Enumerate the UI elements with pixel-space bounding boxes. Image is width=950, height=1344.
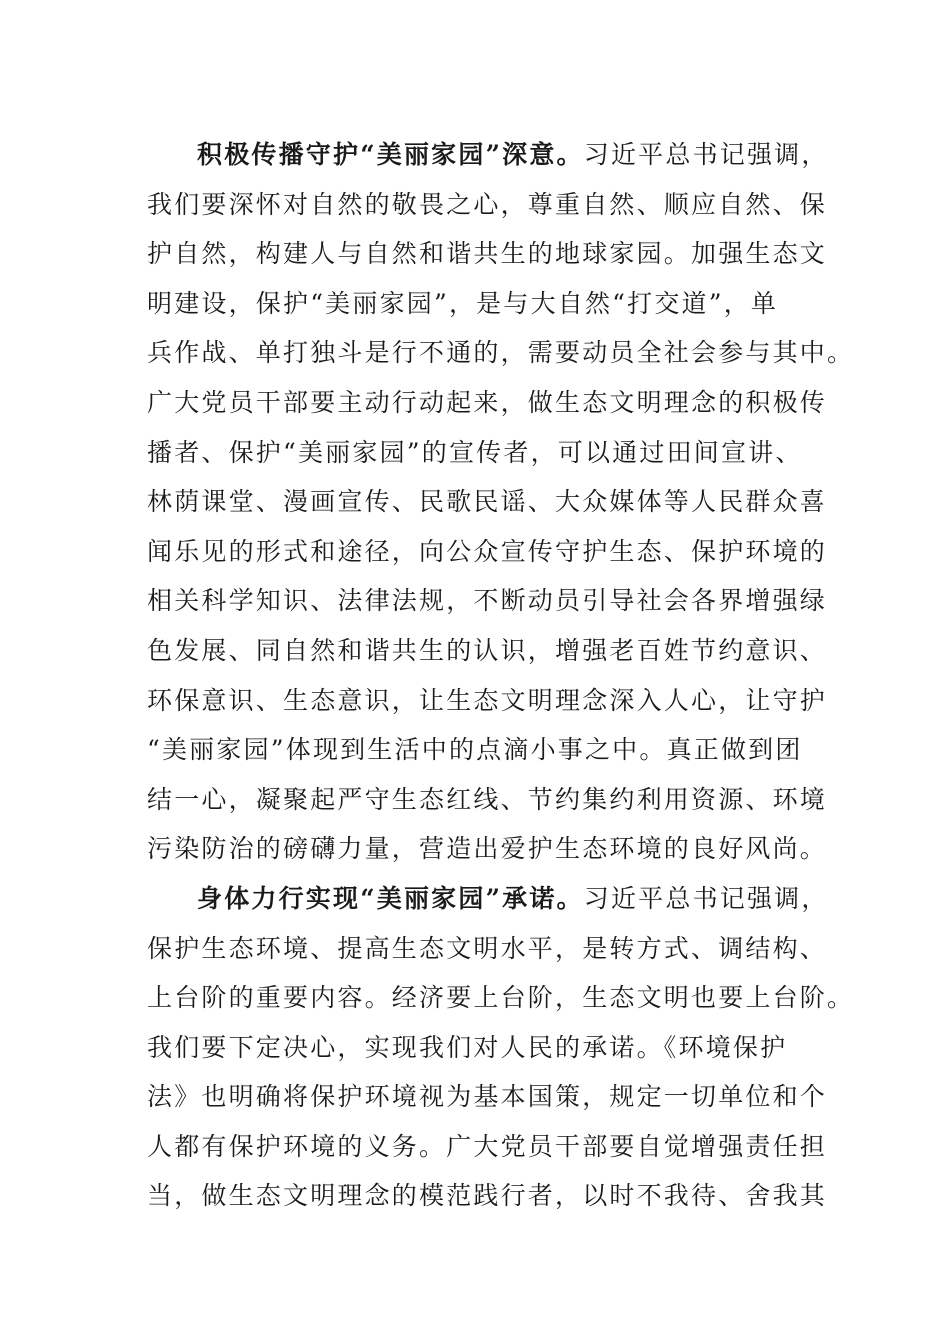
paragraph-2-first-line <box>147 874 829 924</box>
text-line: 保护生态环境、提高生态文明水平，是转方式、调结构、 <box>147 933 828 963</box>
text-line: 当，做生态文明理念的模范践行者，以时不我待、舍我其 <box>147 1181 828 1211</box>
text-line: 法》也明确将保护环境视为基本国策，规定一切单位和个 <box>147 1082 828 1112</box>
paragraph-1-first-text: 习近平总书记强调， <box>583 140 829 169</box>
paragraph-2-heading: 身体力行实现“美丽家园”承诺。 <box>197 883 584 913</box>
paragraph-1-first-line <box>147 130 829 180</box>
text-line: 环保意识、生态意识，让生态文明理念深入人心，让守护 <box>147 685 828 715</box>
text-line: 我们要下定决心，实现我们对人民的承诺。《环境保护 <box>147 1032 788 1062</box>
text-line: 污染防治的磅礴力量，营造出爱护生态环境的良好风尚。 <box>147 834 828 864</box>
article-body <box>147 130 855 1221</box>
text-line: 结一心，凝聚起严守生态红线、节约集约利用资源、环境 <box>147 784 828 814</box>
text-line: 兵作战、单打独斗是行不通的，需要动员全社会参与其中。 <box>147 338 855 368</box>
paragraph-1-heading: 积极传播守护“美丽家园”深意。 <box>197 140 584 169</box>
text-line: 播者、保护“美丽家园”的宣传者，可以通过田间宣讲、 <box>147 437 803 467</box>
text-line: 明建设，保护“美丽家园”，是与大自然“打交道”，单 <box>147 288 779 318</box>
text-line: “美丽家园”体现到生活中的点滴小事之中。真正做到团 <box>147 735 803 765</box>
text-line: 人都有保护环境的义务。广大党员干部要自觉增强责任担 <box>147 1131 828 1161</box>
paragraph-2-first-text: 习近平总书记强调， <box>583 883 829 913</box>
text-line: 我们要深怀对自然的敬畏之心，尊重自然、顺应自然、保 <box>147 189 828 219</box>
text-line: 林荫课堂、漫画宣传、民歌民谣、大众媒体等人民群众喜 <box>147 487 828 517</box>
text-line: 上台阶的重要内容。经济要上台阶，生态文明也要上台阶。 <box>147 983 855 1013</box>
text-line: 闻乐见的形式和途径，向公众宣传守护生态、保护环境的 <box>147 536 828 566</box>
text-line: 广大党员干部要主动行动起来，做生态文明理念的积极传 <box>147 387 828 417</box>
text-line: 相关科学知识、法律法规，不断动员引导社会各界增强绿 <box>147 586 828 616</box>
text-line: 色发展、同自然和谐共生的认识，增强老百姓节约意识、 <box>147 635 828 665</box>
text-line: 护自然，构建人与自然和谐共生的地球家园。加强生态文 <box>147 239 828 269</box>
